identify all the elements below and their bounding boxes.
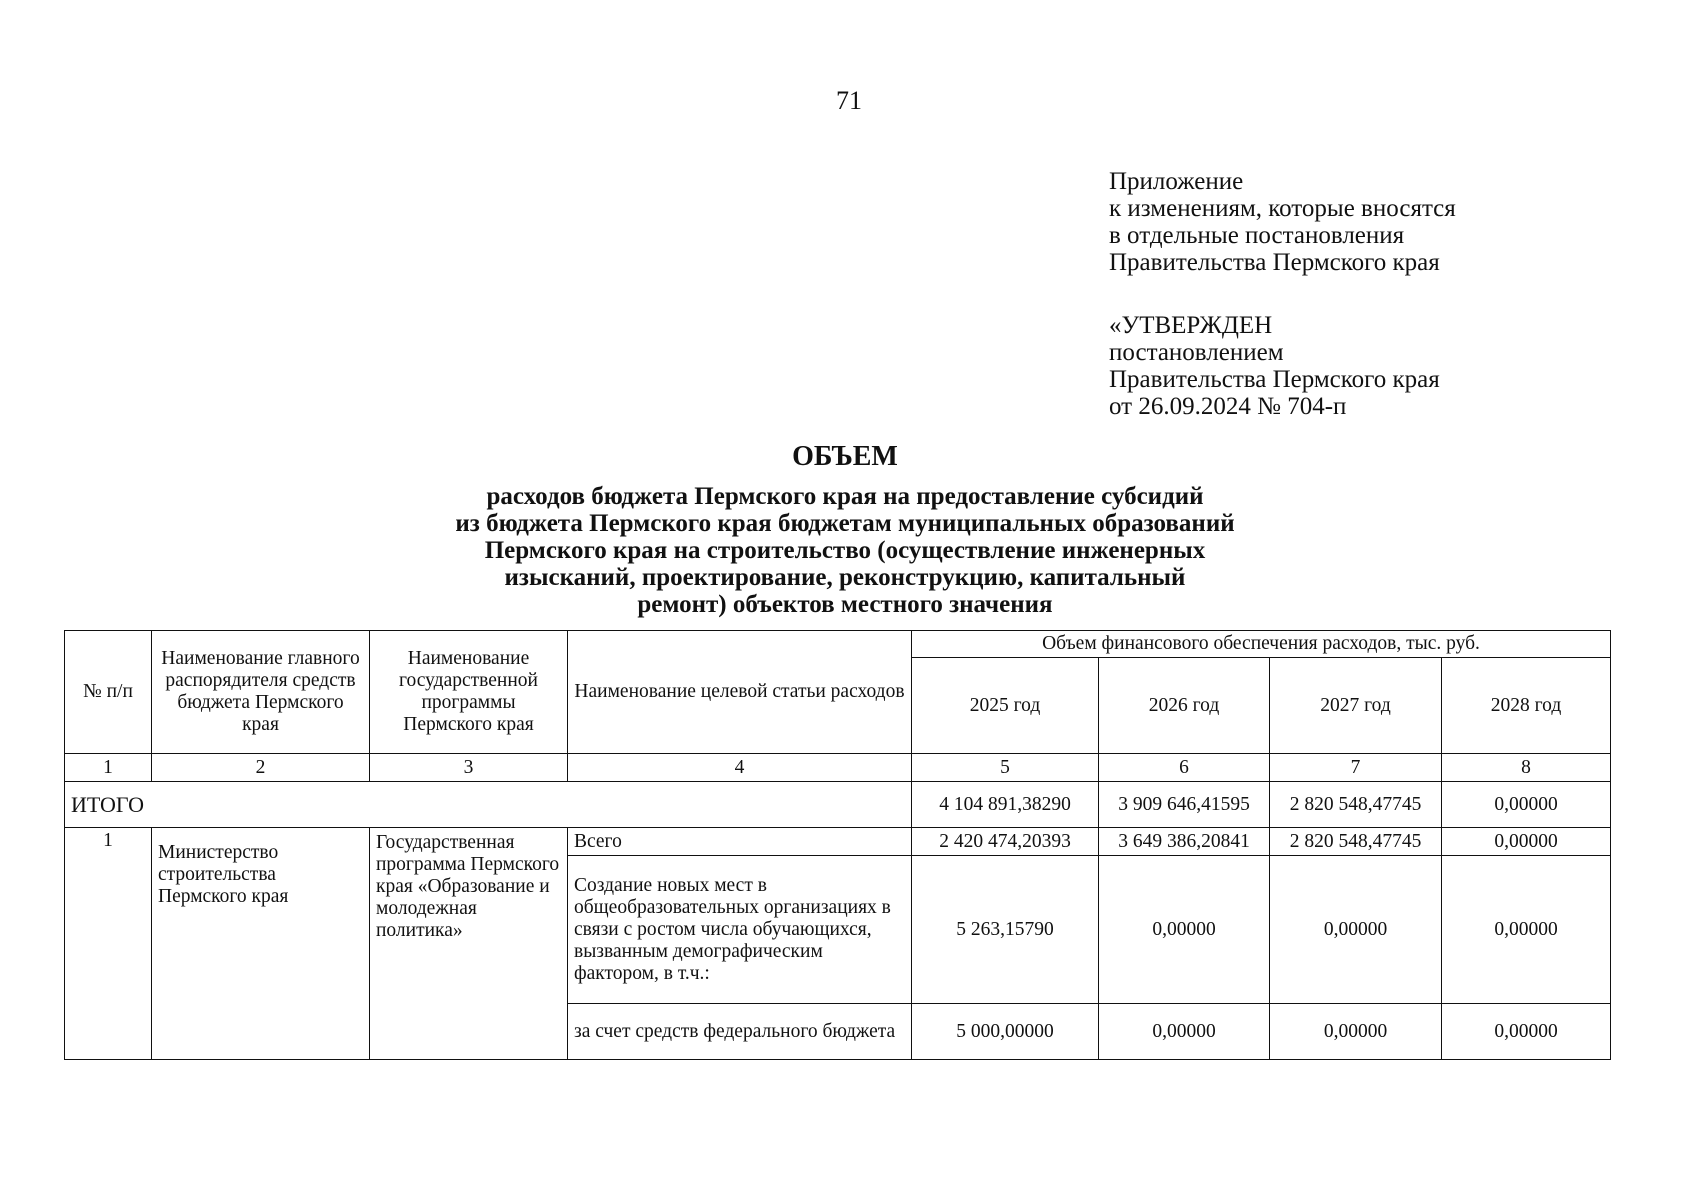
header-num: № п/п xyxy=(65,631,152,754)
header-row xyxy=(65,631,1611,658)
value-cell: 0,00000 xyxy=(1099,1004,1270,1060)
total-value: 2 820 548,47745 xyxy=(1270,782,1442,828)
value-cell: 0,00000 xyxy=(1270,856,1442,1004)
total-row xyxy=(65,782,1611,828)
total-value: 3 909 646,41595 xyxy=(1099,782,1270,828)
page-number: 71 xyxy=(836,86,862,115)
article-cell: Всего xyxy=(568,828,912,856)
header-year: 2028 год xyxy=(1442,658,1611,754)
column-number: 7 xyxy=(1270,754,1442,782)
column-number: 3 xyxy=(370,754,568,782)
appendix-line: в отдельные постановления xyxy=(1109,222,1405,249)
value-cell: 2 820 548,47745 xyxy=(1270,828,1442,856)
group-manager: Министерство строительства Пермского края xyxy=(152,828,370,1060)
subtitle-line: изысканий, проектирование, реконструкцию, капитальный xyxy=(504,564,1186,591)
budget-table xyxy=(64,630,1611,1060)
approval-line: постановлением xyxy=(1109,339,1284,366)
header-year: 2026 год xyxy=(1099,658,1270,754)
value-cell: 2 420 474,20393 xyxy=(912,828,1099,856)
approval-line: Правительства Пермского края xyxy=(1109,366,1440,393)
header-manager: Наименование главного распорядителя средств бюджета Пермского края xyxy=(152,631,370,754)
appendix-block xyxy=(1109,168,1456,276)
subtitle-line: ремонт) объектов местного значения xyxy=(637,591,1053,618)
approval-line: от 26.09.2024 № 704-п xyxy=(1109,393,1347,420)
appendix-line: к изменениям, которые вносятся xyxy=(1109,195,1456,222)
header-volume: Объем финансового обеспечения расходов, тыс. руб. xyxy=(912,631,1611,658)
approval-block xyxy=(1109,312,1440,420)
header-article: Наименование целевой статьи расходов xyxy=(568,631,912,754)
value-cell: 3 649 386,20841 xyxy=(1099,828,1270,856)
header-program: Наименование государственной программы Пермского края xyxy=(370,631,568,754)
value-cell: 0,00000 xyxy=(1442,1004,1611,1060)
column-number: 8 xyxy=(1442,754,1611,782)
column-number: 2 xyxy=(152,754,370,782)
column-number: 6 xyxy=(1099,754,1270,782)
header-year: 2027 год xyxy=(1270,658,1442,754)
total-value: 0,00000 xyxy=(1442,782,1611,828)
subtitle-line: из бюджета Пермского края бюджетам муниципальных образований xyxy=(455,510,1235,537)
value-cell: 0,00000 xyxy=(1442,828,1611,856)
value-cell: 0,00000 xyxy=(1270,1004,1442,1060)
document-title: ОБЪЕМ xyxy=(792,441,898,472)
column-number-row xyxy=(65,754,1611,782)
value-cell: 5 263,15790 xyxy=(912,856,1099,1004)
article-cell: за счет средств федерального бюджета xyxy=(568,1004,912,1060)
appendix-line: Правительства Пермского края xyxy=(1109,249,1440,276)
column-number: 1 xyxy=(65,754,152,782)
column-number: 4 xyxy=(568,754,912,782)
subtitle-line: Пермского края на строительство (осуществление инженерных xyxy=(484,537,1206,564)
header-year: 2025 год xyxy=(912,658,1099,754)
subtitle-line: расходов бюджета Пермского края на предоставление субсидий xyxy=(486,483,1204,510)
approval-line: «УТВЕРЖДЕН xyxy=(1109,312,1273,339)
column-number: 5 xyxy=(912,754,1099,782)
total-label: ИТОГО xyxy=(65,782,912,828)
appendix-line: Приложение xyxy=(1109,168,1244,195)
group-program: Государственная программа Пермского края «Образование и молодежная политика» xyxy=(370,828,568,1060)
value-cell: 0,00000 xyxy=(1099,856,1270,1004)
table-row xyxy=(65,828,1611,856)
group-num: 1 xyxy=(65,828,152,1060)
document-subtitle xyxy=(0,483,1690,618)
article-cell: Создание новых мест в общеобразовательных организациях в связи с ростом числа обучающихся, вызванным демографическим фактором, в т.ч.: xyxy=(568,856,912,1004)
total-value: 4 104 891,38290 xyxy=(912,782,1099,828)
value-cell: 0,00000 xyxy=(1442,856,1611,1004)
value-cell: 5 000,00000 xyxy=(912,1004,1099,1060)
